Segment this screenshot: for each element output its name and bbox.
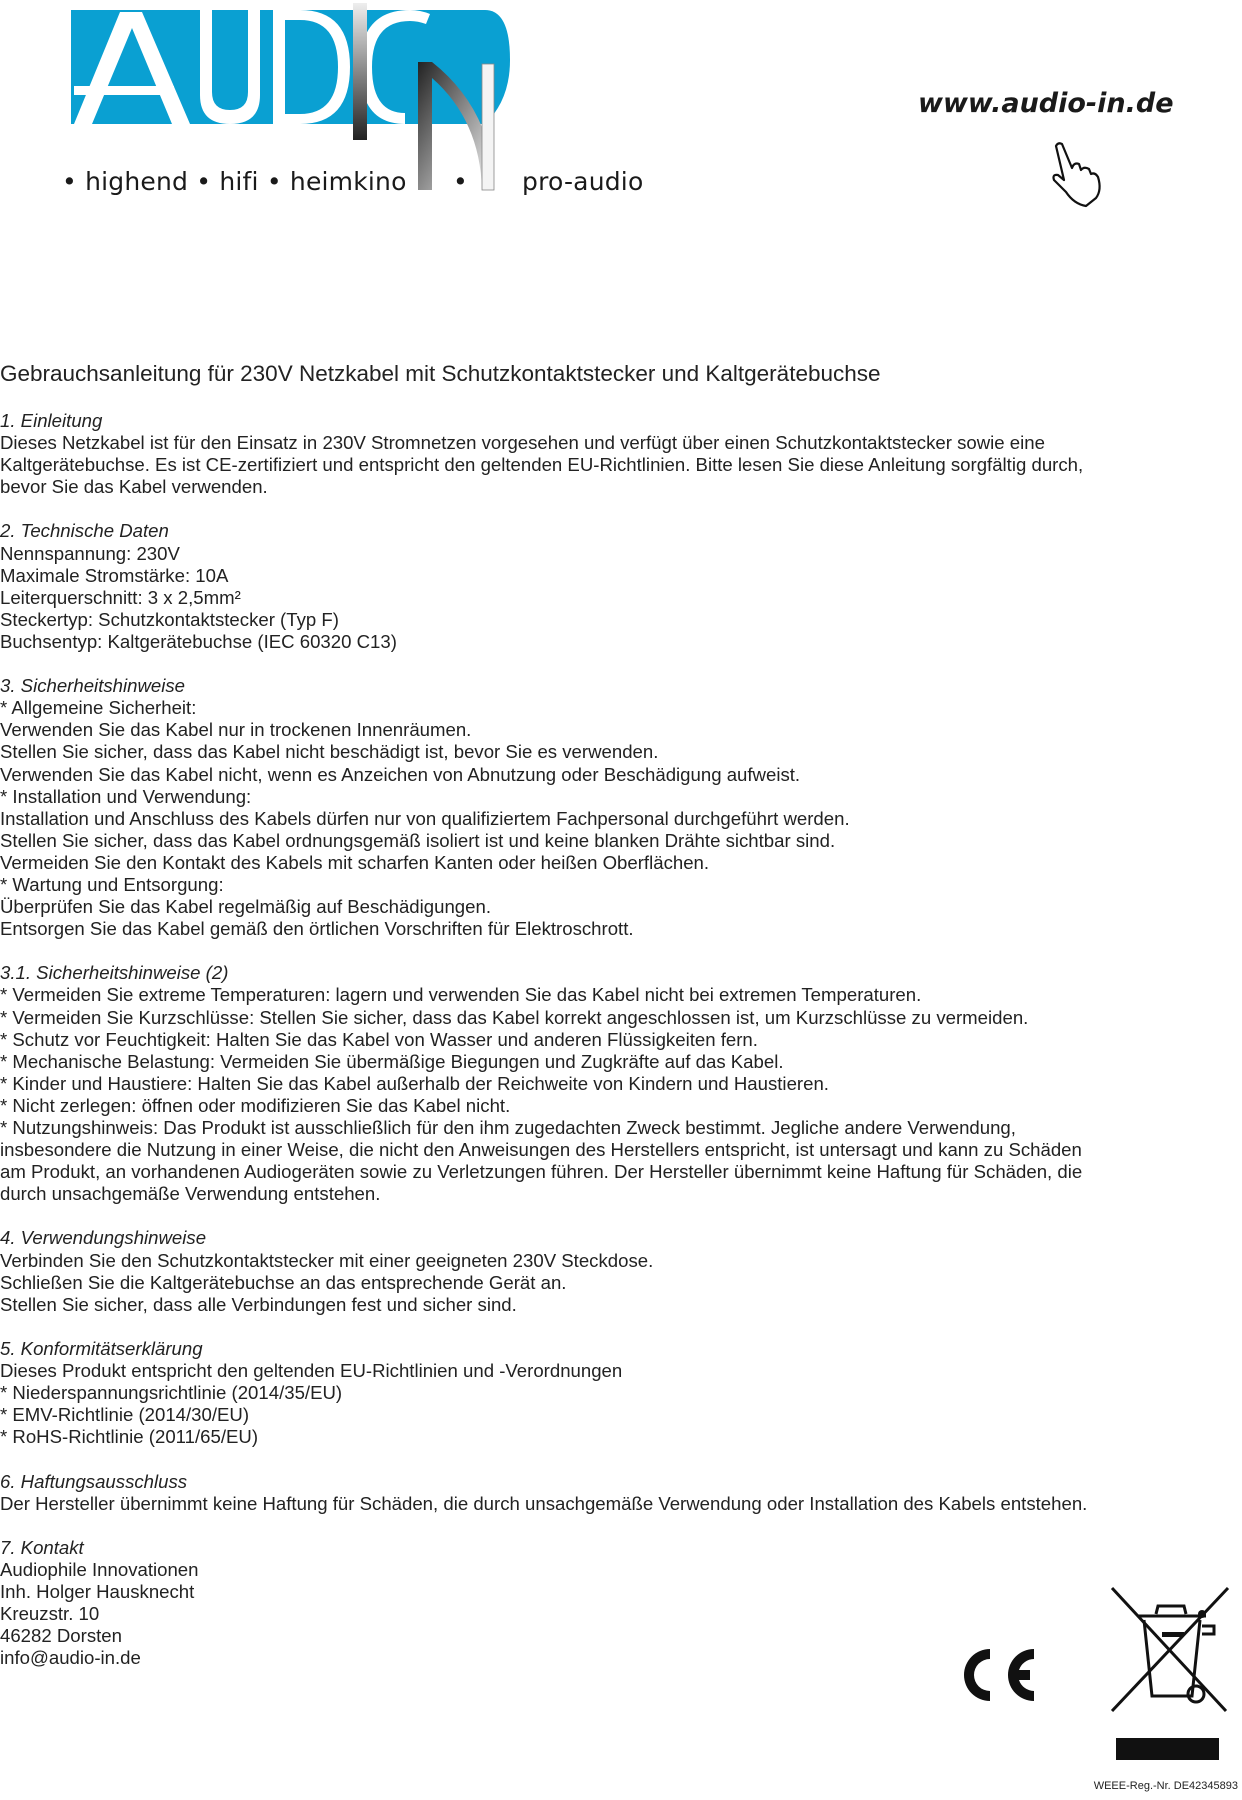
text-line: * Nutzungshinweis: Das Produkt ist ausschließlich für den ihm zugedachten Zweck bestimmt. Jegliche andere Verwendung, <box>0 1117 1016 1138</box>
text-line: 46282 Dorsten <box>0 1625 122 1647</box>
section <box>0 410 1200 498</box>
text-line: Buchsentyp: Kaltgerätebuchse (IEC 60320 C13) <box>0 630 397 652</box>
text-line: bevor Sie das Kabel verwenden. <box>0 476 268 498</box>
text-line: Installation und Anschluss des Kabels dürfen nur von qualifiziertem Fachpersonal durchgeführt werden. <box>0 807 850 829</box>
text-line: Stellen Sie sicher, dass das Kabel nicht beschädigt ist, bevor Sie es verwenden. <box>0 741 659 763</box>
text-line: insbesondere die Nutzung in einer Weise, die nicht den Anweisungen des Herstellers entspricht, ist untersagt und kann zu Schäden <box>0 1139 1082 1161</box>
section-heading: 3. Sicherheitshinweise <box>0 675 186 697</box>
section <box>0 1471 1200 1515</box>
email-link[interactable]: info@audio-in.de <box>0 1647 141 1669</box>
text-line: * RoHS-Richtlinie (2011/65/EU) <box>0 1426 259 1448</box>
text-line: Stellen Sie sicher, dass alle Verbindungen fest und sicher sind. <box>0 1293 517 1315</box>
text-line: * Wartung und Entsorgung: <box>0 873 224 895</box>
text-line: * Installation und Verwendung: <box>0 785 252 807</box>
text-line: Inh. Holger Hausknecht <box>0 1580 195 1602</box>
pointing-hand-icon <box>1044 140 1104 208</box>
tagline-bullet: • <box>453 167 468 196</box>
text-line: * Kinder und Haustiere: Halten Sie das Kabel außerhalb der Reichweite von Kindern und Haustieren. <box>0 1072 829 1094</box>
text-line: * Nicht zerlegen: öffnen oder modifizieren Sie das Kabel nicht. <box>0 1094 511 1116</box>
document-body <box>0 410 1200 1691</box>
weee-registration-number: WEEE-Reg.-Nr. DE42345893 <box>1093 1780 1238 1792</box>
text-line: * Vermeiden Sie Kurzschlüsse: Stellen Sie sicher, dass das Kabel korrekt angeschlossen ist, um Kurzschlüsse zu vermeiden. <box>0 1006 1029 1028</box>
text-line: * Schutz vor Feuchtigkeit: Halten Sie das Kabel von Wasser und anderen Flüssigkeiten fern. <box>0 1028 758 1050</box>
text-line: Verwenden Sie das Kabel nicht, wenn es Anzeichen von Abnutzung oder Beschädigung aufweist. <box>0 763 801 785</box>
section-heading: 1. Einleitung <box>0 410 103 431</box>
section-heading: 2. Technische Daten <box>0 520 169 542</box>
text-line: am Produkt, an vorhandenen Audiogeräten sowie zu Verletzungen führen. Der Hersteller übernimmt keine Haftung für Schäden, die <box>0 1161 1083 1183</box>
section-heading: 7. Kontakt <box>0 1536 84 1558</box>
section <box>0 962 1200 1205</box>
text-line: Kreuzstr. 10 <box>0 1603 100 1625</box>
text-line: Steckertyp: Schutzkontaktstecker (Typ F) <box>0 608 339 630</box>
text-line: * EMV-Richtlinie (2014/30/EU) <box>0 1404 250 1426</box>
text-line: Der Hersteller übernimmt keine Haftung für Schäden, die durch unsachgemäße Verwendung oder Installation des Kabels entstehen. <box>0 1492 1088 1514</box>
text-line: Maximale Stromstärke: 10A <box>0 564 229 586</box>
section <box>0 1227 1200 1315</box>
text-line: Audiophile Innovationen <box>0 1558 199 1580</box>
section <box>0 675 1200 940</box>
document-title: Gebrauchsanleitung für 230V Netzkabel mit Schutzkontaktstecker und Kaltgerätebuchse <box>0 361 881 386</box>
weee-black-bar <box>1116 1738 1219 1760</box>
section <box>0 520 1200 653</box>
text-line: Schließen Sie die Kaltgerätebuchse an das entsprechende Gerät an. <box>0 1271 567 1293</box>
text-line: Überprüfen Sie das Kabel regelmäßig auf Beschädigungen. <box>0 896 491 918</box>
text-line: Kaltgerätebuchse. Es ist CE-zertifiziert und entspricht den geltenden EU-Richtlinien. Bitte lesen Sie diese Anleitung sorgfältig durch, <box>0 454 1084 476</box>
text-line: Dieses Produkt entspricht den geltenden EU-Richtlinien und -Verordnungen <box>0 1360 623 1382</box>
section-heading: 4. Verwendungshinweise <box>0 1227 207 1249</box>
tagline-categories: • highend • hifi • heimkino <box>62 167 407 196</box>
text-line: Verwenden Sie das Kabel nur in trockenen Innenräumen. <box>0 719 472 741</box>
text-line: Verbinden Sie den Schutzkontaktstecker mit einer geeigneten 230V Steckdose. <box>0 1249 654 1271</box>
section-heading: 5. Konformitätserklärung <box>0 1337 203 1359</box>
text-line: * Allgemeine Sicherheit: <box>0 697 197 719</box>
tagline-pro-audio: pro-audio <box>522 167 644 196</box>
website-link[interactable]: www.audio-in.de <box>918 88 1174 119</box>
text-line: durch unsachgemäße Verwendung entstehen. <box>0 1183 381 1205</box>
text-line: Nennspannung: 230V <box>0 542 180 564</box>
text-line: * Mechanische Belastung: Vermeiden Sie übermäßige Biegungen und Zugkräfte auf das Kabel. <box>0 1050 784 1072</box>
text-line: * Vermeiden Sie extreme Temperaturen: lagern und verwenden Sie das Kabel nicht bei extremen Temperaturen. <box>0 984 922 1006</box>
section-heading: 6. Haftungsausschluss <box>0 1470 188 1492</box>
section-heading: 3.1. Sicherheitshinweise (2) <box>0 962 229 984</box>
weee-crossed-bin-icon <box>1104 1586 1234 1716</box>
text-line: Leiterquerschnitt: 3 x 2,5mm² <box>0 586 241 608</box>
text-line: * Niederspannungsrichtlinie (2014/35/EU) <box>0 1382 343 1404</box>
text-line: Vermeiden Sie den Kontakt des Kabels mit scharfen Kanten oder heißen Oberflächen. <box>0 851 710 873</box>
text-line: Stellen Sie sicher, dass das Kabel ordnungsgemäß isoliert ist und keine blanken Drähte sichtbar sind. <box>0 829 836 851</box>
text-line: Entsorgen Sie das Kabel gemäß den örtlichen Vorschriften für Elektroschrott. <box>0 918 634 940</box>
text-line: Dieses Netzkabel ist für den Einsatz in 230V Stromnetzen vorgesehen und verfügt über einen Schutzkontaktstecker sowie eine <box>0 432 1045 454</box>
section <box>0 1338 1200 1448</box>
ce-mark-icon <box>958 1645 1038 1705</box>
